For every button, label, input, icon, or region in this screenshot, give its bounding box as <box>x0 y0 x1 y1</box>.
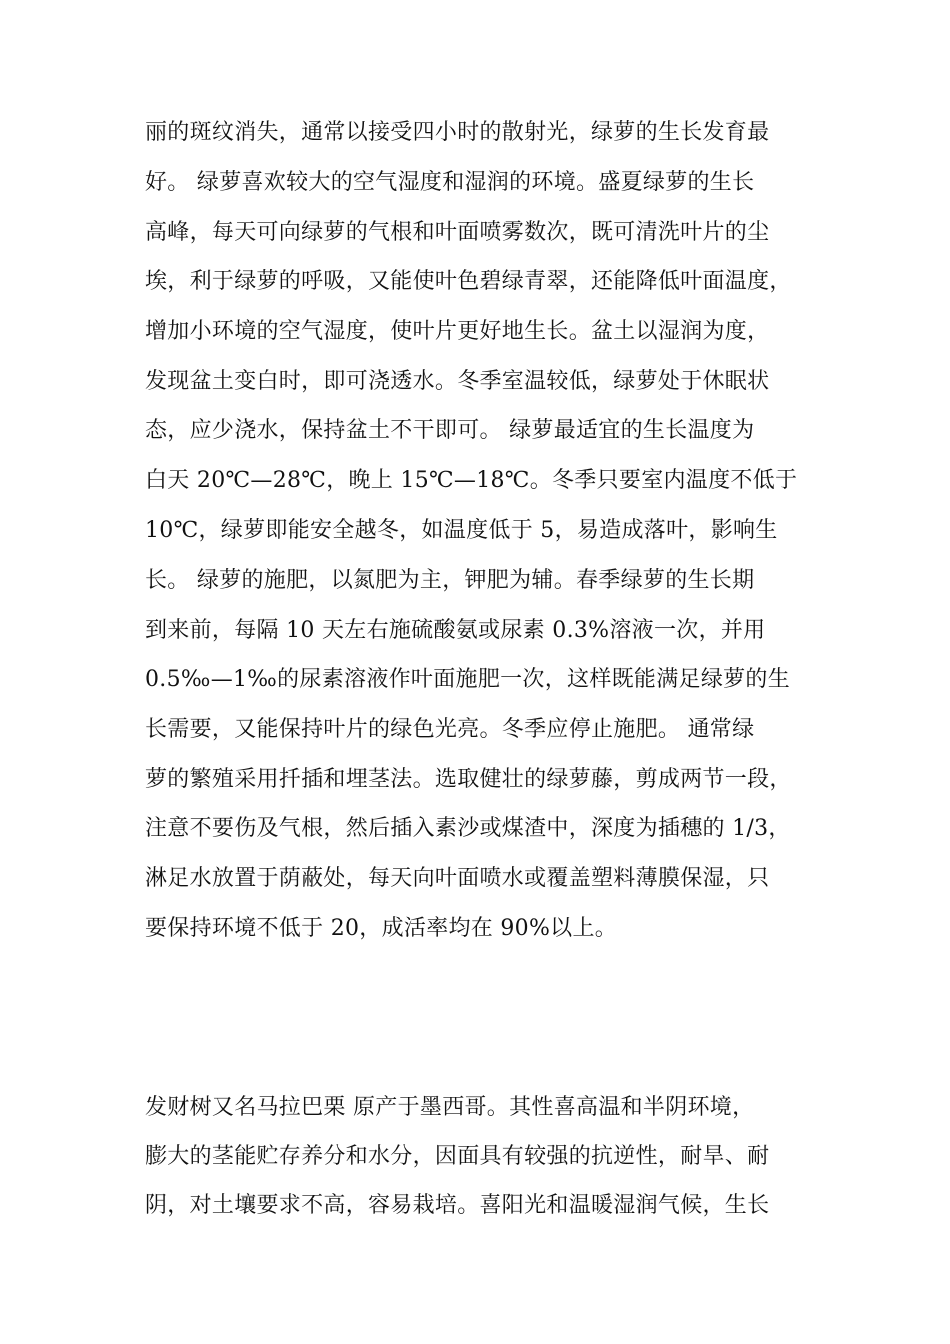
paragraph-1-line: 要保持环境不低于 20，成活率均在 90%以上。 <box>145 916 618 941</box>
paragraph-1-line: 埃，利于绿萝的呼吸，又能使叶色碧绿青翠，还能降低叶面温度， <box>145 269 792 294</box>
paragraph-1-line: 注意不要伤及气根，然后插入素沙或煤渣中，深度为插穗的 1/3， <box>145 816 791 841</box>
paragraph-1-line: 发现盆土变白时，即可浇透水。冬季室温较低，绿萝处于休眠状 <box>145 369 770 394</box>
paragraph-1-line: 10℃，绿萝即能安全越冬，如温度低于 5，易造成落叶，影响生 <box>145 518 778 543</box>
paragraph-1-line: 态，应少浇水，保持盆土不干即可。 绿萝最适宜的生长温度为 <box>145 418 755 443</box>
paragraph-1-line: 萝的繁殖采用扦插和埋茎法。选取健壮的绿萝藤，剪成两节一段， <box>145 767 792 792</box>
paragraph-1-line: 丽的斑纹消失，通常以接受四小时的散射光，绿萝的生长发育最 <box>145 120 770 145</box>
paragraph-2-line: 发财树又名马拉巴栗 原产于墨西哥。其性喜高温和半阴环境， <box>145 1095 755 1120</box>
paragraph-1-line: 到来前，每隔 10 天左右施硫酸氨或尿素 0.3%溶液一次，并用 <box>145 618 766 643</box>
paragraph-1-line: 高峰，每天可向绿萝的气根和叶面喷雾数次，既可清洗叶片的尘 <box>145 220 770 245</box>
paragraph-1-line: 0.5‰—1‰的尿素溶液作叶面施肥一次，这样既能满足绿萝的生 <box>145 667 791 692</box>
paragraph-1-line: 增加小环境的空气湿度，使叶片更好地生长。盆土以湿润为度， <box>145 319 770 344</box>
paragraph-1-line: 白天 20℃—28℃，晚上 15℃—18℃。冬季只要室内温度不低于 <box>145 468 798 493</box>
paragraph-2-line: 膨大的茎能贮存养分和水分，因面具有较强的抗逆性，耐旱、耐 <box>145 1144 770 1169</box>
paragraph-1-line: 好。 绿萝喜欢较大的空气湿度和湿润的环境。盛夏绿萝的生长 <box>145 170 755 195</box>
paragraph-1-line: 淋足水放置于荫蔽处，每天向叶面喷水或覆盖塑料薄膜保湿，只 <box>145 866 770 891</box>
paragraph-1-line: 长。 绿萝的施肥，以氮肥为主，钾肥为辅。春季绿萝的生长期 <box>145 568 755 593</box>
paragraph-1-line: 长需要，又能保持叶片的绿色光亮。冬季应停止施肥。 通常绿 <box>145 717 755 742</box>
paragraph-2-line: 阴，对土壤要求不高，容易栽培。喜阳光和温暖湿润气候，生长 <box>145 1193 770 1218</box>
